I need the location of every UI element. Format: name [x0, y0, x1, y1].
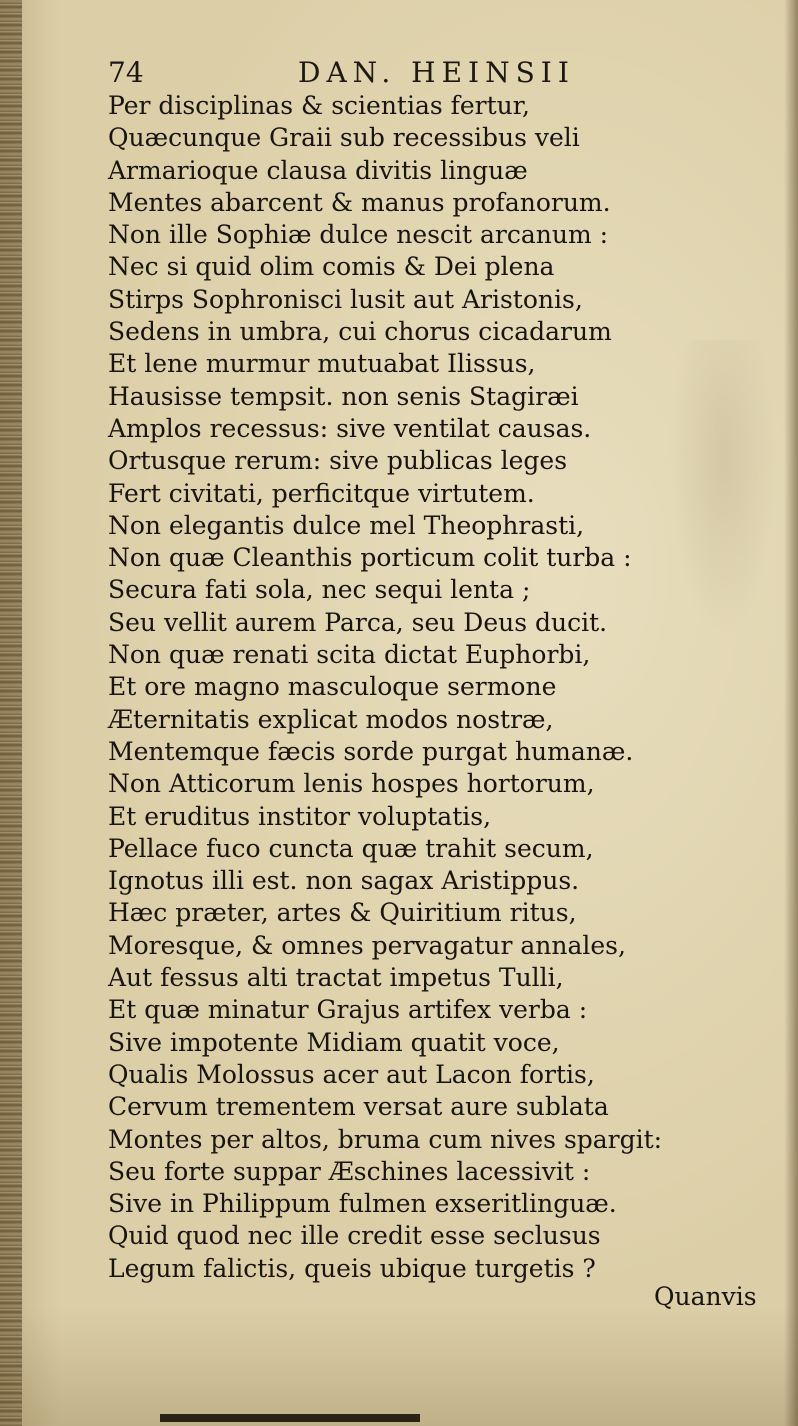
verse-line: Cervum trementem versat aure sublata [108, 1092, 609, 1122]
bottom-edge-mark [160, 1414, 420, 1422]
verse-line: Seu vellit aurem Parca, seu Deus ducit. [108, 607, 608, 637]
verse-line: Per disciplinas & scientias fertur, [108, 91, 530, 120]
verse-line: Aut fessus alti tractat impetus Tulli, [108, 963, 564, 993]
verse-line: Non quæ Cleanthis porticum colit turba : [108, 543, 632, 573]
page-edge-shadow [784, 0, 798, 1426]
verse-line: Sive in Philippum fulmen exseritlinguæ. [108, 1189, 617, 1219]
verse-line: Non ille Sophiæ dulce nescit arcanum : [108, 220, 609, 250]
verse-line: Hæc præter, artes & Quiritium ritus, [108, 898, 577, 928]
verse-line: Fert civitati, perficitque virtutem. [108, 478, 535, 508]
verse-line: Montes per altos, bruma cum nives spargit: [108, 1124, 663, 1154]
verse-line: Et eruditus institor voluptatis, [108, 801, 492, 831]
verse-line: Seu forte suppar Æschines lacessivit : [108, 1156, 591, 1186]
verse-text [108, 90, 708, 1285]
verse-line: Quid quod nec ille credit esse seclusus [108, 1221, 601, 1251]
verse-line: Non quæ renati scita dictat Euphorbi, [108, 640, 591, 670]
verse-line: Moresque, & omnes pervagatur annales, [108, 930, 626, 960]
verse-line: Pellace fuco cuncta quæ trahit secum, [108, 833, 594, 863]
verse-line: Hausisse tempsit. non senis Stagiræi [108, 381, 579, 411]
verse-line: Mentes abarcent & manus profanorum. [108, 187, 611, 217]
page-number: 74 [108, 56, 144, 89]
verse-line: Ignotus illi est. non sagax Aristippus. [108, 866, 580, 896]
verse-line: Non Atticorum lenis hospes hortorum, [108, 769, 595, 799]
verse-line: Nec si quid olim comis & Dei plena [108, 252, 555, 282]
verse-line: Stirps Sophronisci lusit aut Aristonis, [108, 284, 583, 314]
verse-line: Ortusque rerum: sive publicas leges [108, 446, 568, 476]
verse-line: Mentemque fæcis sorde purgat humanæ. [108, 736, 634, 766]
verse-line: Æternitatis explicat modos nostræ, [108, 704, 554, 734]
verse-line: Qualis Molossus acer aut Lacon fortis, [108, 1059, 595, 1089]
verse-line: Quæcunque Graii sub recessibus veli [108, 123, 580, 153]
running-head: DAN. HEINSII [298, 56, 575, 89]
page-gutter [0, 0, 22, 1426]
verse-line: Legum falictis, queis ubique turgetis ? [108, 1253, 596, 1283]
verse-line: Amplos recessus: sive ventilat causas. [108, 413, 592, 443]
verse-line: Secura fati sola, nec sequi lenta ; [108, 575, 531, 605]
verse-line: Sedens in umbra, cui chorus cicadarum [108, 317, 612, 347]
verse-line: Et quæ minatur Grajus artifex verba : [108, 995, 588, 1025]
catchword: Quanvis [654, 1282, 757, 1311]
verse-line: Non elegantis dulce mel Theophrasti, [108, 510, 585, 540]
verse-line: Et ore magno masculoque sermone [108, 672, 557, 702]
verse-line: Sive impotente Midiam quatit voce, [108, 1027, 560, 1057]
page-header [108, 52, 588, 92]
verse-line: Armarioque clausa divitis linguæ [108, 155, 528, 185]
verse-line: Et lene murmur mutuabat Ilissus, [108, 349, 536, 379]
